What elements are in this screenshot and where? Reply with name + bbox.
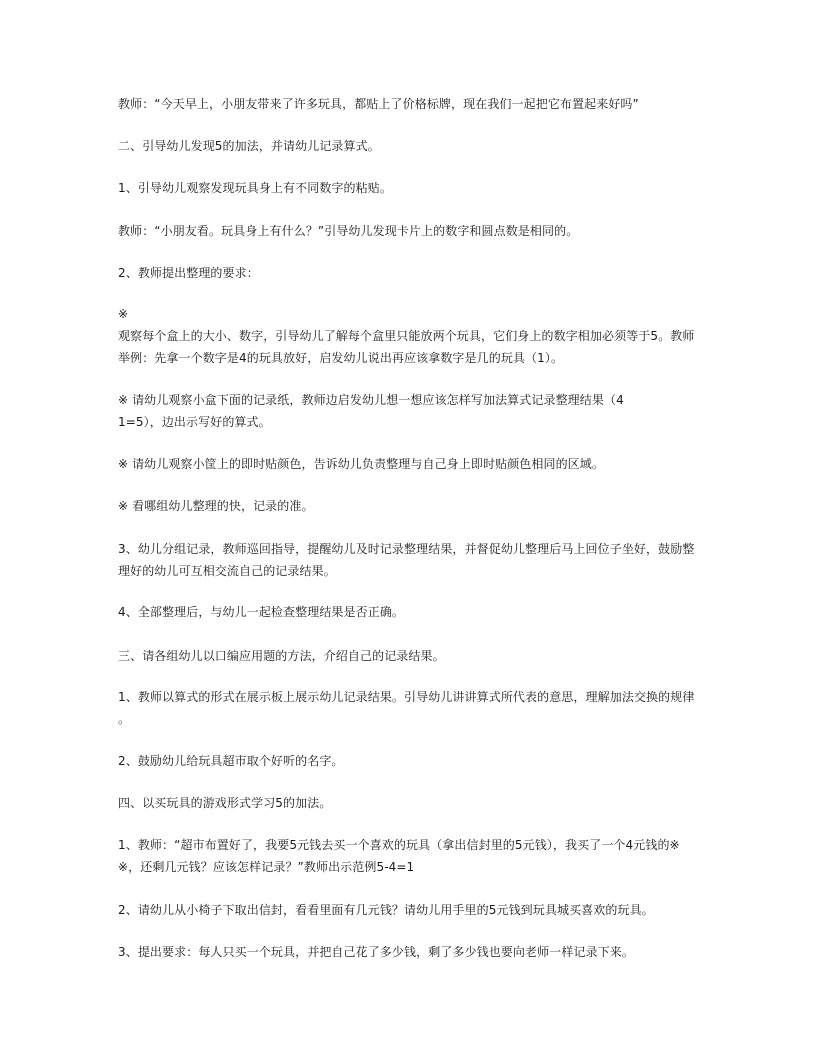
- text-line: ※ 看哪组幼儿整理的快，记录的准。: [118, 499, 314, 513]
- paragraph: [118, 601, 698, 623]
- paragraph: [118, 941, 698, 963]
- paragraph: [118, 262, 698, 284]
- text-line: 教师：“今天早上，小朋友带来了许多玩具，都贴上了价格标牌，现在我们一起把它布置起来好吗”: [118, 97, 639, 111]
- section-heading: [118, 135, 698, 157]
- paragraph: [118, 899, 698, 921]
- text-line: 2、鼓励幼儿给玩具超市取个好听的名字。: [118, 754, 344, 768]
- section-heading: [118, 645, 698, 667]
- paragraph: [118, 303, 698, 369]
- text-line: 3、幼儿分组记录，教师巡回指导，提醒幼儿及时记录整理结果，并督促幼儿整理后马上回位子坐好，鼓励整: [118, 542, 695, 556]
- text-line: 观察每个盒上的大小、数字，引导幼儿了解每个盒里只能放两个玩具，它们身上的数字相加必须等于5。教师: [118, 329, 695, 343]
- text-line: 1=5），边出示写好的算式。: [118, 415, 271, 429]
- paragraph: [118, 389, 698, 433]
- paragraph: [118, 834, 698, 878]
- section-heading: [118, 792, 698, 814]
- text-line: 1、引导幼儿观察发现玩具身上有不同数字的粘贴。: [118, 181, 392, 195]
- text-line: 3、提出要求：每人只买一个玩具，并把自己花了多少钱，剩了多少钱也要向老师一样记录下来。: [118, 945, 634, 959]
- text-line: ※ 请幼儿观察小盒下面的记录纸，教师边启发幼儿想一想应该怎样写加法算式记录整理结果（4: [118, 393, 624, 407]
- text-line: ※: [118, 307, 129, 321]
- paragraph: [118, 93, 698, 115]
- paragraph: [118, 750, 698, 772]
- text-line: ※ 请幼儿观察小筐上的即时贴颜色，告诉幼儿负责整理与自己身上即时贴颜色相同的区域。: [118, 457, 604, 471]
- paragraph: [118, 453, 698, 475]
- text-line: 1、教师：“超市布置好了，我要5元钱去买一个喜欢的玩具（拿出信封里的5元钱），我买了一个4元钱的※: [118, 838, 680, 852]
- text-line: 理好的幼儿可互相交流自己的记录结果。: [118, 564, 336, 578]
- text-line: 教师：“小朋友看。玩具身上有什么？”引导幼儿发现卡片上的数字和圆点数是相同的。: [118, 224, 579, 238]
- text-line: 四、以买玩具的游戏形式学习5的加法。: [118, 796, 332, 810]
- paragraph: [118, 220, 698, 242]
- text-line: 举例：先拿一个数字是4的玩具放好，启发幼儿说出再应该拿数字是几的玩具（1）。: [118, 351, 564, 365]
- paragraph: [118, 686, 698, 730]
- text-line: 2、教师提出整理的要求：: [118, 266, 259, 280]
- text-line: 1、教师以算式的形式在展示板上展示幼儿记录结果。引导幼儿讲讲算式所代表的意思，理解加法交换的规律: [118, 690, 695, 704]
- text-line: 二、引导幼儿发现5的加法，并请幼儿记录算式。: [118, 139, 380, 153]
- text-line: 。: [118, 712, 131, 726]
- paragraph: [118, 495, 698, 517]
- text-line: ※，还剩几元钱？应该怎样记录？”教师出示范例5-4=1: [118, 860, 415, 874]
- text-line: 三、请各组幼儿以口编应用题的方法，介绍自己的记录结果。: [118, 649, 445, 663]
- text-line: 4、全部整理后，与幼儿一起检查整理结果是否正确。: [118, 605, 405, 619]
- paragraph: [118, 538, 698, 582]
- text-line: 2、请幼儿从小椅子下取出信封，看看里面有几元钱？请幼儿用手里的5元钱到玩具城买喜欢的玩具。: [118, 903, 654, 917]
- paragraph: [118, 177, 698, 199]
